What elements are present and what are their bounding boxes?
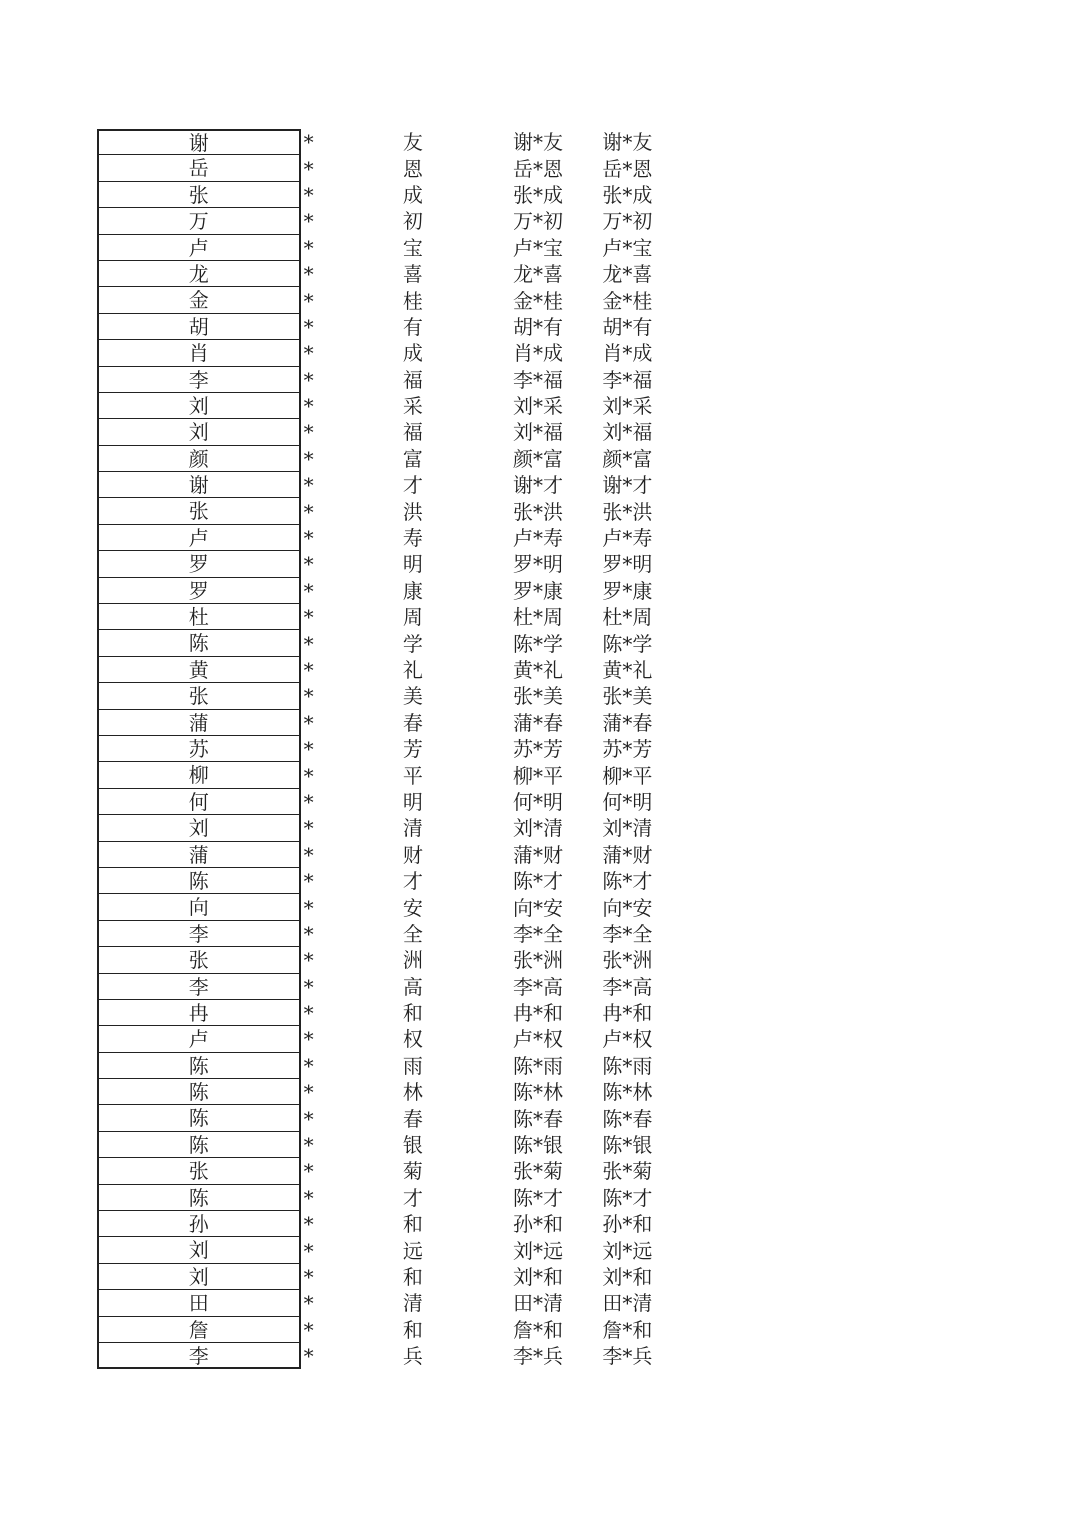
surname-cell: 张	[97, 683, 301, 709]
mask-cell: *	[303, 658, 314, 682]
masked-name-copy-cell: 陈*雨	[602, 1053, 653, 1078]
masked-name-copy-cell: 杜*周	[602, 605, 653, 630]
masked-name-cell: 卢*权	[512, 1027, 563, 1052]
masked-name-cell: 蒲*春	[512, 710, 563, 735]
mask-cell: *	[303, 605, 314, 630]
surname-cell: 卢	[97, 525, 301, 551]
mask-cell: *	[303, 420, 314, 445]
masked-name-cell: 詹*和	[512, 1317, 563, 1342]
table-row	[97, 1237, 677, 1263]
mask-cell: *	[303, 1185, 314, 1210]
table-row	[97, 393, 677, 419]
masked-name-copy-cell: 陈*春	[602, 1106, 653, 1131]
masked-name-copy-cell: 陈*才	[602, 1185, 653, 1210]
surname-cell: 张	[97, 498, 301, 524]
mask-cell: *	[303, 684, 314, 709]
mask-cell: *	[303, 737, 314, 762]
masked-name-cell: 刘*远	[512, 1238, 563, 1263]
surname-cell: 颜	[97, 446, 301, 472]
given-name-cell: 平	[402, 763, 423, 788]
surname-cell: 刘	[97, 1264, 301, 1290]
table-row	[97, 314, 677, 340]
mask-cell: *	[303, 1053, 314, 1078]
mask-cell: *	[303, 262, 314, 287]
surname-cell: 卢	[97, 235, 301, 261]
surname-cell: 何	[97, 789, 301, 815]
mask-cell: *	[303, 1027, 314, 1052]
given-name-cell: 春	[402, 1106, 423, 1131]
masked-name-copy-cell: 颜*富	[602, 446, 653, 471]
surname-cell: 张	[97, 947, 301, 973]
surname-cell: 陈	[97, 1185, 301, 1211]
given-name-cell: 成	[402, 341, 423, 366]
table-row	[97, 868, 677, 894]
masked-name-cell: 张*洪	[512, 499, 563, 524]
given-name-cell: 有	[402, 314, 423, 339]
mask-cell: *	[303, 763, 314, 788]
masked-name-copy-cell: 刘*采	[602, 394, 653, 419]
given-name-cell: 权	[402, 1027, 423, 1052]
masked-name-cell: 李*全	[512, 921, 563, 946]
masked-name-copy-cell: 何*明	[602, 789, 653, 814]
masked-name-copy-cell: 卢*宝	[602, 235, 653, 260]
table-row	[97, 815, 677, 841]
given-name-cell: 福	[402, 367, 423, 392]
surname-cell: 陈	[97, 630, 301, 656]
masked-name-copy-cell: 李*高	[602, 974, 653, 999]
table-row	[97, 974, 677, 1000]
given-name-cell: 财	[402, 842, 423, 867]
given-name-cell: 春	[402, 710, 423, 735]
masked-name-cell: 田*清	[512, 1291, 563, 1316]
mask-cell: *	[303, 1291, 314, 1316]
masked-name-cell: 罗*明	[512, 552, 563, 577]
table-row	[97, 1105, 677, 1131]
given-name-cell: 和	[402, 1264, 423, 1289]
masked-name-cell: 卢*宝	[512, 235, 563, 260]
table-row	[97, 287, 677, 313]
given-name-cell: 洲	[402, 948, 423, 973]
mask-cell: *	[303, 895, 314, 920]
given-name-cell: 友	[402, 130, 423, 155]
masked-name-cell: 张*美	[512, 684, 563, 709]
surname-cell: 肖	[97, 340, 301, 366]
table-row	[97, 789, 677, 815]
surname-cell: 杜	[97, 604, 301, 630]
given-name-cell: 美	[402, 684, 423, 709]
surname-cell: 谢	[97, 129, 301, 155]
masked-name-cell: 杜*周	[512, 605, 563, 630]
mask-cell: *	[303, 1264, 314, 1289]
table-row	[97, 630, 677, 656]
given-name-cell: 芳	[402, 737, 423, 762]
mask-cell: *	[303, 869, 314, 894]
surname-cell: 李	[97, 367, 301, 393]
table-row	[97, 367, 677, 393]
given-name-cell: 明	[402, 789, 423, 814]
masked-name-cell: 黄*礼	[512, 658, 563, 682]
mask-cell: *	[303, 1238, 314, 1263]
masked-name-cell: 卢*寿	[512, 526, 563, 551]
table-row	[97, 261, 677, 287]
masked-name-copy-cell: 苏*芳	[602, 737, 653, 762]
mask-cell: *	[303, 710, 314, 735]
given-name-cell: 才	[402, 473, 423, 498]
masked-name-cell: 李*福	[512, 367, 563, 392]
mask-cell: *	[303, 1080, 314, 1105]
masked-name-copy-cell: 李*兵	[602, 1344, 653, 1369]
given-name-cell: 林	[402, 1080, 423, 1105]
table-row	[97, 235, 677, 261]
surname-cell: 刘	[97, 393, 301, 419]
table-row	[97, 1185, 677, 1211]
masked-name-copy-cell: 田*清	[602, 1291, 653, 1316]
table-row	[97, 525, 677, 551]
surname-cell: 刘	[97, 419, 301, 445]
masked-name-cell: 刘*福	[512, 420, 563, 445]
table-row	[97, 1079, 677, 1105]
masked-name-cell: 龙*喜	[512, 262, 563, 287]
mask-cell: *	[303, 526, 314, 551]
masked-name-cell: 张*菊	[512, 1159, 563, 1184]
given-name-cell: 富	[402, 446, 423, 471]
table-row	[97, 842, 677, 868]
mask-cell: *	[303, 473, 314, 498]
masked-name-copy-cell: 罗*明	[602, 552, 653, 577]
masked-name-copy-cell: 金*桂	[602, 288, 653, 313]
surname-cell: 卢	[97, 1026, 301, 1052]
masked-name-cell: 李*高	[512, 974, 563, 999]
masked-name-copy-cell: 陈*才	[602, 869, 653, 894]
masked-name-cell: 罗*康	[512, 578, 563, 603]
masked-name-copy-cell: 蒲*财	[602, 842, 653, 867]
masked-name-cell: 肖*成	[512, 341, 563, 366]
table-row	[97, 340, 677, 366]
table-row	[97, 446, 677, 472]
mask-cell: *	[303, 394, 314, 419]
surname-cell: 柳	[97, 762, 301, 788]
table-row	[97, 419, 677, 445]
mask-cell: *	[303, 948, 314, 973]
given-name-cell: 寿	[402, 526, 423, 551]
masked-name-cell: 金*桂	[512, 288, 563, 313]
masked-name-copy-cell: 刘*清	[602, 816, 653, 841]
mask-cell: *	[303, 1344, 314, 1369]
surname-cell: 刘	[97, 815, 301, 841]
masked-name-copy-cell: 张*美	[602, 684, 653, 709]
masked-name-cell: 陈*才	[512, 869, 563, 894]
masked-name-copy-cell: 谢*友	[602, 130, 653, 155]
masked-name-cell: 陈*学	[512, 631, 563, 656]
mask-cell: *	[303, 1212, 314, 1237]
masked-name-copy-cell: 肖*成	[602, 341, 653, 366]
mask-cell: *	[303, 789, 314, 814]
masked-name-copy-cell: 黄*礼	[602, 658, 653, 682]
masked-name-copy-cell: 陈*林	[602, 1080, 653, 1105]
mask-cell: *	[303, 446, 314, 471]
surname-cell: 金	[97, 287, 301, 313]
surname-cell: 罗	[97, 551, 301, 577]
mask-cell: *	[303, 631, 314, 656]
masked-name-copy-cell: 刘*和	[602, 1264, 653, 1289]
mask-cell: *	[303, 288, 314, 313]
surname-cell: 蒲	[97, 710, 301, 736]
table-row	[97, 604, 677, 630]
given-name-cell: 才	[402, 1185, 423, 1210]
surname-cell: 张	[97, 182, 301, 208]
surname-cell: 李	[97, 921, 301, 947]
masked-name-copy-cell: 柳*平	[602, 763, 653, 788]
surname-cell: 陈	[97, 1132, 301, 1158]
masked-name-copy-cell: 胡*有	[602, 314, 653, 339]
masked-name-copy-cell: 陈*银	[602, 1133, 653, 1158]
mask-cell: *	[303, 499, 314, 524]
table-row	[97, 736, 677, 762]
masked-name-copy-cell: 谢*才	[602, 473, 653, 498]
given-name-cell: 采	[402, 394, 423, 419]
given-name-cell: 桂	[402, 288, 423, 313]
masked-name-cell: 谢*才	[512, 473, 563, 498]
masked-name-cell: 万*初	[512, 209, 563, 234]
table-row	[97, 1053, 677, 1079]
mask-cell: *	[303, 974, 314, 999]
masked-name-cell: 陈*才	[512, 1185, 563, 1210]
mask-cell: *	[303, 578, 314, 603]
masked-name-copy-cell: 卢*寿	[602, 526, 653, 551]
surname-cell: 蒲	[97, 842, 301, 868]
surname-cell: 陈	[97, 868, 301, 894]
given-name-cell: 初	[402, 209, 423, 234]
given-name-cell: 安	[402, 895, 423, 920]
mask-cell: *	[303, 130, 314, 155]
given-name-cell: 全	[402, 921, 423, 946]
masked-name-copy-cell: 张*洲	[602, 948, 653, 973]
table-row	[97, 1026, 677, 1052]
surname-cell: 岳	[97, 155, 301, 181]
masked-name-copy-cell: 龙*喜	[602, 262, 653, 287]
table-row	[97, 1343, 677, 1369]
surname-cell: 万	[97, 208, 301, 234]
masked-name-copy-cell: 万*初	[602, 209, 653, 234]
mask-cell: *	[303, 341, 314, 366]
masked-name-copy-cell: 李*福	[602, 367, 653, 392]
table-row	[97, 551, 677, 577]
masked-name-cell: 冉*和	[512, 1001, 563, 1026]
surname-cell: 苏	[97, 736, 301, 762]
surname-cell: 龙	[97, 261, 301, 287]
table-row	[97, 921, 677, 947]
masked-name-copy-cell: 冉*和	[602, 1001, 653, 1026]
name-table	[97, 129, 677, 1369]
given-name-cell: 和	[402, 1317, 423, 1342]
table-row	[97, 1000, 677, 1026]
table-row	[97, 710, 677, 736]
given-name-cell: 恩	[402, 156, 423, 181]
masked-name-cell: 向*安	[512, 895, 563, 920]
mask-cell: *	[303, 209, 314, 234]
mask-cell: *	[303, 1317, 314, 1342]
table-row	[97, 182, 677, 208]
masked-name-copy-cell: 岳*恩	[602, 156, 653, 181]
given-name-cell: 成	[402, 182, 423, 207]
given-name-cell: 礼	[402, 658, 423, 682]
masked-name-cell: 张*洲	[512, 948, 563, 973]
surname-cell: 张	[97, 1158, 301, 1184]
masked-name-cell: 颜*富	[512, 446, 563, 471]
surname-cell: 黄	[97, 657, 301, 683]
given-name-cell: 学	[402, 631, 423, 656]
masked-name-cell: 苏*芳	[512, 737, 563, 762]
mask-cell: *	[303, 367, 314, 392]
table-row	[97, 1158, 677, 1184]
mask-cell: *	[303, 235, 314, 260]
table-row	[97, 498, 677, 524]
masked-name-cell: 孙*和	[512, 1212, 563, 1237]
masked-name-copy-cell: 李*全	[602, 921, 653, 946]
given-name-cell: 清	[402, 816, 423, 841]
surname-cell: 田	[97, 1290, 301, 1316]
given-name-cell: 高	[402, 974, 423, 999]
surname-cell: 冉	[97, 1000, 301, 1026]
mask-cell: *	[303, 314, 314, 339]
masked-name-cell: 刘*采	[512, 394, 563, 419]
table-row	[97, 578, 677, 604]
masked-name-copy-cell: 张*洪	[602, 499, 653, 524]
table-row	[97, 155, 677, 181]
masked-name-copy-cell: 孙*和	[602, 1212, 653, 1237]
masked-name-cell: 谢*友	[512, 130, 563, 155]
mask-cell: *	[303, 552, 314, 577]
mask-cell: *	[303, 1159, 314, 1184]
masked-name-cell: 刘*清	[512, 816, 563, 841]
given-name-cell: 兵	[402, 1344, 423, 1369]
surname-cell: 向	[97, 894, 301, 920]
surname-cell: 詹	[97, 1317, 301, 1343]
given-name-cell: 康	[402, 578, 423, 603]
surname-cell: 孙	[97, 1211, 301, 1237]
given-name-cell: 清	[402, 1291, 423, 1316]
table-row	[97, 1317, 677, 1343]
mask-cell: *	[303, 1106, 314, 1131]
masked-name-cell: 刘*和	[512, 1264, 563, 1289]
masked-name-copy-cell: 张*菊	[602, 1159, 653, 1184]
table-row	[97, 947, 677, 973]
mask-cell: *	[303, 156, 314, 181]
masked-name-cell: 柳*平	[512, 763, 563, 788]
table-row	[97, 472, 677, 498]
table-row	[97, 762, 677, 788]
surname-cell: 陈	[97, 1079, 301, 1105]
masked-name-copy-cell: 刘*福	[602, 420, 653, 445]
masked-name-copy-cell: 张*成	[602, 182, 653, 207]
masked-name-copy-cell: 向*安	[602, 895, 653, 920]
surname-cell: 李	[97, 1343, 301, 1369]
mask-cell: *	[303, 1133, 314, 1158]
masked-name-cell: 胡*有	[512, 314, 563, 339]
surname-cell: 罗	[97, 578, 301, 604]
surname-cell: 李	[97, 974, 301, 1000]
given-name-cell: 雨	[402, 1053, 423, 1078]
given-name-cell: 福	[402, 420, 423, 445]
masked-name-cell: 陈*林	[512, 1080, 563, 1105]
given-name-cell: 洪	[402, 499, 423, 524]
masked-name-copy-cell: 罗*康	[602, 578, 653, 603]
given-name-cell: 和	[402, 1212, 423, 1237]
given-name-cell: 喜	[402, 262, 423, 287]
given-name-cell: 菊	[402, 1159, 423, 1184]
given-name-cell: 远	[402, 1238, 423, 1263]
table-row	[97, 1290, 677, 1316]
surname-cell: 胡	[97, 314, 301, 340]
masked-name-copy-cell: 卢*权	[602, 1027, 653, 1052]
surname-cell: 陈	[97, 1053, 301, 1079]
masked-name-copy-cell: 蒲*春	[602, 710, 653, 735]
mask-cell: *	[303, 1001, 314, 1026]
masked-name-copy-cell: 刘*远	[602, 1238, 653, 1263]
given-name-cell: 和	[402, 1001, 423, 1026]
masked-name-copy-cell: 詹*和	[602, 1317, 653, 1342]
masked-name-cell: 蒲*财	[512, 842, 563, 867]
masked-name-copy-cell: 陈*学	[602, 631, 653, 656]
masked-name-cell: 何*明	[512, 789, 563, 814]
mask-cell: *	[303, 842, 314, 867]
mask-cell: *	[303, 921, 314, 946]
masked-name-cell: 张*成	[512, 182, 563, 207]
table-row	[97, 894, 677, 920]
masked-name-cell: 陈*银	[512, 1133, 563, 1158]
surname-cell: 刘	[97, 1237, 301, 1263]
mask-cell: *	[303, 816, 314, 841]
table-row	[97, 1264, 677, 1290]
table-row	[97, 1132, 677, 1158]
table-row	[97, 208, 677, 234]
table-row	[97, 657, 677, 683]
given-name-cell: 明	[402, 552, 423, 577]
table-row	[97, 1211, 677, 1237]
given-name-cell: 银	[402, 1133, 423, 1158]
mask-cell: *	[303, 182, 314, 207]
surname-cell: 陈	[97, 1105, 301, 1131]
given-name-cell: 周	[402, 605, 423, 630]
surname-cell: 谢	[97, 472, 301, 498]
table-row	[97, 683, 677, 709]
masked-name-cell: 陈*春	[512, 1106, 563, 1131]
given-name-cell: 才	[402, 869, 423, 894]
masked-name-cell: 陈*雨	[512, 1053, 563, 1078]
masked-name-cell: 李*兵	[512, 1344, 563, 1369]
masked-name-cell: 岳*恩	[512, 156, 563, 181]
table-row	[97, 129, 677, 155]
given-name-cell: 宝	[402, 235, 423, 260]
